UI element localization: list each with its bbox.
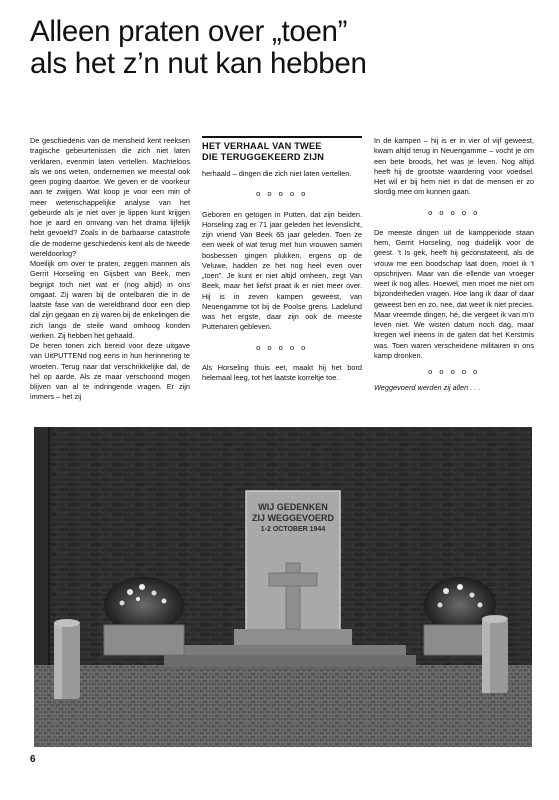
paragraph: De heren tonen zich bereid voor deze uitgave van UitPUTTENd nog eens in hun herinnering te wroeten. Terug naar dat verschrikkelijke dal, de hel op aarde. Als ze maar verschoond mogen blijven van al te indringende vragen. Er zijn immers – het zij — [30, 341, 190, 402]
paragraph: De meeste dingen uit de kampperiode staan hem, Gerrit Horseling, nog duidelijk voor de geest. ’t Is gek, heeft hij geconstateerd, als de vrouw me een boodschap laat doen, moet ik ’t opschrijven. Maar van die ellende van vroeger weet ik nog alles. Hoewel, men moet me niet om bijzonderheden vragen. Hoe lang ik daar of daar geweest ben en zo, nee, dat weet ik niet precies. Maar vreemde dingen, hé, die vergeet ik van m’n leven niet. We wisten datum noch dag, maar kregen wel ineens in de gaten dat het Kerstmis was. Toen waren verscheidene militairen in ons kamp dronken. — [374, 227, 534, 360]
sidebar-heading-line-1: HET VERHAAL VAN TWEE — [202, 141, 322, 151]
sidebar-heading-box — [202, 136, 362, 163]
article-headline — [30, 16, 550, 80]
article-column-1 — [30, 136, 190, 403]
sidebar-heading — [202, 141, 362, 163]
headline-line-1: Alleen praten over „toen” — [30, 15, 348, 48]
page-number: 6 — [30, 754, 36, 765]
monument-inscription: ZIJ WEGGEVOERD — [251, 513, 335, 523]
left-bollard — [54, 619, 80, 699]
monument-inscription: WIJ GEDENKEN — [258, 502, 328, 512]
photo-caption: Weggevoerd werden zij allen . . . — [374, 383, 481, 393]
monument-photo — [34, 427, 532, 747]
left-flower-planter — [104, 577, 184, 655]
paragraph: herhaald – dingen die zich niet laten vertellen. — [202, 169, 352, 178]
right-bollard — [482, 615, 508, 693]
article-column-2 — [202, 136, 362, 383]
paragraph: Geboren en getogen in Putten, dat zijn beiden. Horseling zag er 71 jaar geleden het levenslicht, zijn vriend Van Beek 65 jaar geleden. Toen ze een week of wat terug met hun vrouwen samen bosbessen gingen plukken, ergens op de Veluwe, hadden ze het nog heel even over „toen”. Je kunt er niet altijd omheen, zegt Van Beek, maar het liefst praat ik er niet meer over. Hij is in zeven kampen geweest, van Neuengamme tot bij de Poolse grens. Ladelund was het ergste, daar zijn ook de meeste Puttenaren gebleven. — [202, 209, 362, 332]
section-ornament: o o o o o — [256, 189, 308, 199]
sidebar-heading-line-2: DIE TERUGGEKEERD ZIJN — [202, 152, 325, 162]
paragraph: De geschiedenis van de mensheid kent reeksen tragische gebeurtenissen die zich niet laten verklaren, evenmin laten vertellen. Machteloos als we ons weten, ondernemen we meestal ook geen poging daartoe. We geven er de voorkeur aan te zwijgen. Wat koop je voor een min of meer wetenschappelijke analyse van het gebeurde als je niet over je lippen kunt krijgen hoe je aard en omvang van het drama lijfelijk hebt gevoeld? Zoals in de barbaarse catastrofe die de moderne geschiedenis kent als de tweede wereldoorlog? — [30, 136, 190, 258]
headline-line-2: als het z’n nut kan hebben — [30, 47, 367, 80]
section-ornament: o o o o o — [428, 207, 480, 217]
section-ornament: o o o o o — [428, 367, 480, 376]
paragraph: Moeilijk om over te praten, zeggen mannen als Gerrit Horseling en Gijsbert van Beek, men begrijpt toch niet wat er (nog altijd) in ons omgaat. Zij waren bij de ontelbaren die in de laatste fase van de wereldbrand door een diep dal zijn gegaan en zij waren bij de enkelingen die zich langs de steile wand omhoog konden werken. Zij hebben het gehaald. — [30, 259, 190, 340]
section-ornament: o o o o o — [256, 342, 308, 352]
monument-inscription: 1-2 OCTOBER 1944 — [260, 526, 326, 533]
paragraph: Als Horseling thuis eet, maakt hij het bord helemaal leeg, tot het laatste korreltje toe. — [202, 362, 362, 382]
article-column-3 — [374, 136, 534, 394]
paragraph: In de kampen – hij is er in vier of vijf geweest, kwam altijd terug in Neuengamme – vocht je om een bete broods, het was je leven. Nog altijd heeft hij de grootste waardering voor voedsel. Het wil er bij hem niet in dat de mensen er zo slordig mee om kunnen gaan. — [374, 136, 534, 197]
